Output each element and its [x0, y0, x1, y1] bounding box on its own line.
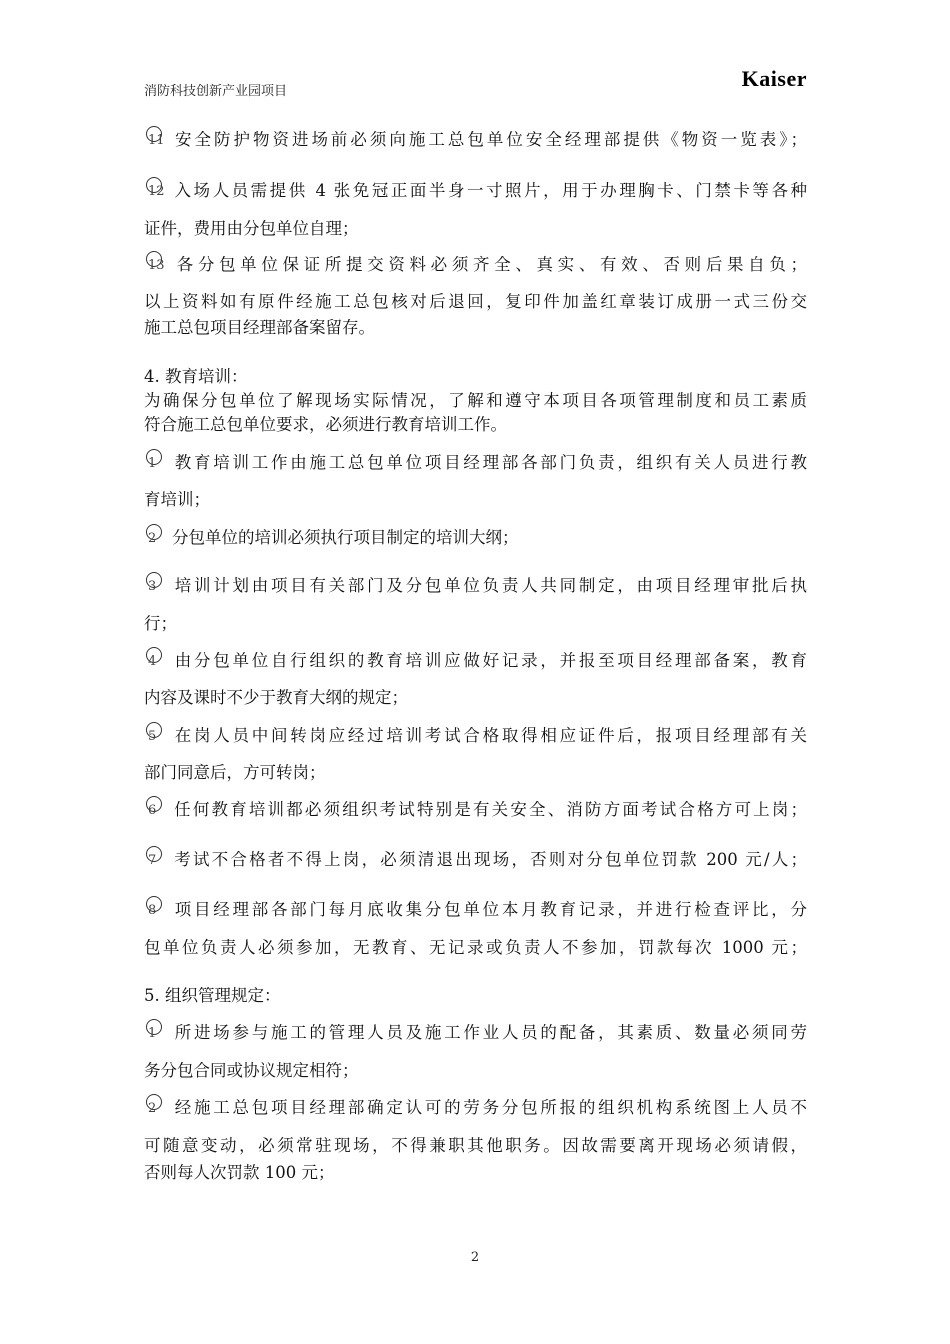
list-item: 8 项目经理部各部门每月底收集分包单位本月教育记录，并进行检查评比，分: [144, 900, 807, 920]
circled-number-marker: 7: [144, 850, 172, 870]
circled-number-marker: 13: [144, 255, 172, 275]
list-item: 2 分包单位的培训必须执行项目制定的培训大纲；: [144, 528, 807, 548]
circled-number-marker: 11: [144, 130, 172, 150]
list-item: 1 教育培训工作由施工总包单位项目经理部各部门负责，组织有关人员进行教: [144, 453, 807, 473]
list-item: 6 任何教育培训都必须组织考试特别是有关安全、消防方面考试合格方可上岗；: [144, 800, 807, 820]
list-item: 1 所进场参与施工的管理人员及施工作业人员的配备，其素质、数量必须同劳: [144, 1023, 807, 1043]
page-number: 2: [470, 1250, 480, 1265]
section-heading: 4. 教育培训：: [144, 367, 248, 386]
section-intro-line: 符合施工总包单位要求，必须进行教育培训工作。: [144, 415, 507, 434]
circled-number-marker: 1: [144, 453, 172, 473]
list-item: 2 经施工总包项目经理部确定认可的劳务分包所报的组织机构系统图上人员不: [144, 1098, 807, 1118]
list-item: 5 在岗人员中间转岗应经过培训考试合格取得相应证件后，报项目经理部有关: [144, 726, 807, 746]
section-intro-line: 为确保分包单位了解现场实际情况，了解和遵守本项目各项管理制度和员工素质: [144, 391, 807, 410]
list-item-continuation: 内容及课时不少于教育大纲的规定；: [144, 688, 408, 707]
circled-number-marker: 4: [144, 651, 172, 671]
circled-number-marker: 12: [144, 181, 172, 201]
list-item-continuation: 否则每人次罚款 100 元；: [144, 1163, 335, 1182]
list-item-continuation: 证件，费用由分包单位自理；: [144, 219, 359, 238]
company-logo: Kaiser: [741, 66, 807, 91]
list-item: 12 入场人员需提供 4 张免冠正面半身一寸照片，用于办理胸卡、门禁卡等各种: [144, 181, 807, 201]
list-item-continuation: 务分包合同或协议规定相符；: [144, 1061, 359, 1080]
summary-paragraph-line: 施工总包项目经理部备案留存。: [144, 318, 375, 337]
list-item-continuation: 包单位负责人必须参加，无教育、无记录或负责人不参加，罚款每次 1000 元；: [144, 938, 807, 957]
circled-number-marker: 1: [144, 1023, 172, 1043]
circled-number-marker: 5: [144, 726, 172, 746]
summary-paragraph-line: 以上资料如有原件经施工总包核对后退回，复印件加盖红章装订成册一式三份交: [144, 292, 807, 311]
circled-number-marker: 8: [144, 900, 172, 920]
list-item: 13 各分包单位保证所提交资料必须齐全、真实、有效、否则后果自负；: [144, 255, 807, 275]
list-item: 4 由分包单位自行组织的教育培训应做好记录，并报至项目经理部备案，教育: [144, 651, 807, 671]
list-item-continuation: 部门同意后，方可转岗；: [144, 763, 326, 782]
header-project-title: 消防科技创新产业园项目: [144, 84, 288, 99]
list-item: 11 安全防护物资进场前必须向施工总包单位安全经理部提供《物资一览表》；: [144, 130, 807, 150]
circled-number-marker: 6: [144, 800, 172, 820]
circled-number-marker: 2: [144, 528, 172, 548]
list-item-continuation: 育培训；: [144, 490, 210, 509]
header-divider: [144, 103, 807, 104]
section-heading: 5. 组织管理规定：: [144, 986, 281, 1005]
list-item-continuation: 行；: [144, 614, 177, 633]
list-item-continuation: 可随意变动，必须常驻现场，不得兼职其他职务。因故需要离开现场必须请假，: [144, 1136, 807, 1155]
circled-number-marker: 2: [144, 1098, 172, 1118]
list-item: 3 培训计划由项目有关部门及分包单位负责人共同制定，由项目经理审批后执: [144, 576, 807, 596]
list-item: 7 考试不合格者不得上岗，必须清退出现场，否则对分包单位罚款 200 元/人；: [144, 850, 807, 870]
circled-number-marker: 3: [144, 576, 172, 596]
